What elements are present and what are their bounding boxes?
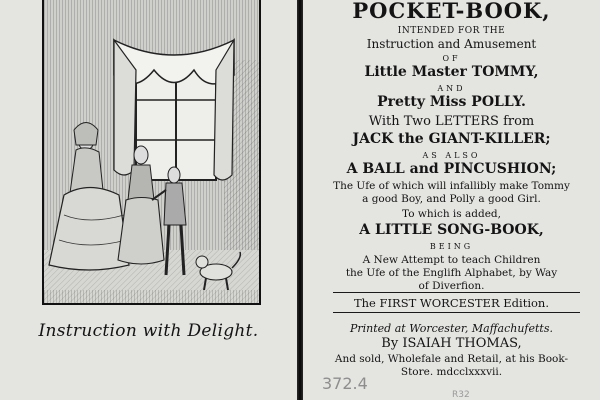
line-tommy: Little Master TOMMY, xyxy=(364,64,539,80)
line-use-1: The Ufe of which will infallibly make Tommy xyxy=(333,180,570,192)
shelf-mark-small: R32 xyxy=(452,390,470,400)
frontispiece-caption: Instruction with Delight. xyxy=(38,321,259,341)
line-added: To which is added, xyxy=(402,208,501,220)
line-attempt-1: A New Attempt to teach Children xyxy=(362,254,541,266)
line-of: OF xyxy=(442,54,461,63)
line-letters: With Two LETTERS from xyxy=(368,114,535,129)
sold-line-2: Store. mdcclxxxvii. xyxy=(400,366,503,378)
title-page xyxy=(303,0,600,400)
rule-bottom xyxy=(333,312,580,313)
line-being: BEING xyxy=(429,242,474,251)
line-use-2: a good Boy, and Polly a good Girl. xyxy=(362,193,541,205)
line-polly: Pretty Miss POLLY. xyxy=(377,94,526,110)
line-song-book: A LITTLE SONG-BOOK, xyxy=(359,222,544,238)
shelf-mark: 372.4 xyxy=(322,374,368,393)
line-as-also: AS ALSO xyxy=(422,151,481,160)
engraving-illustration xyxy=(44,0,259,305)
rule-top xyxy=(333,292,580,293)
sold-line-1: And sold, Wholefale and Retail, at his Book- xyxy=(334,353,569,365)
line-attempt-3: of Diverfion. xyxy=(418,280,485,292)
printed-at: Printed at Worcester, Maffachufetts. xyxy=(349,322,553,335)
printer-name: By ISAIAH THOMAS, xyxy=(381,336,522,351)
line-intended: INTENDED FOR THE xyxy=(397,26,506,36)
line-attempt-2: the Ufe of the Englifh Alphabet, by Way xyxy=(345,267,558,279)
left-page xyxy=(0,0,297,400)
edition-line: The FIRST WORCESTER Edition. xyxy=(353,296,549,310)
frontispiece-engraving xyxy=(42,0,261,305)
line-instruction: Instruction and Amusement xyxy=(366,37,537,51)
line-and: AND xyxy=(437,84,466,93)
line-jack: JACK the GIANT-KILLER; xyxy=(352,131,551,147)
book-title: POCKET-BOOK, xyxy=(352,0,551,23)
line-ball: A BALL and PINCUSHION; xyxy=(346,161,557,177)
